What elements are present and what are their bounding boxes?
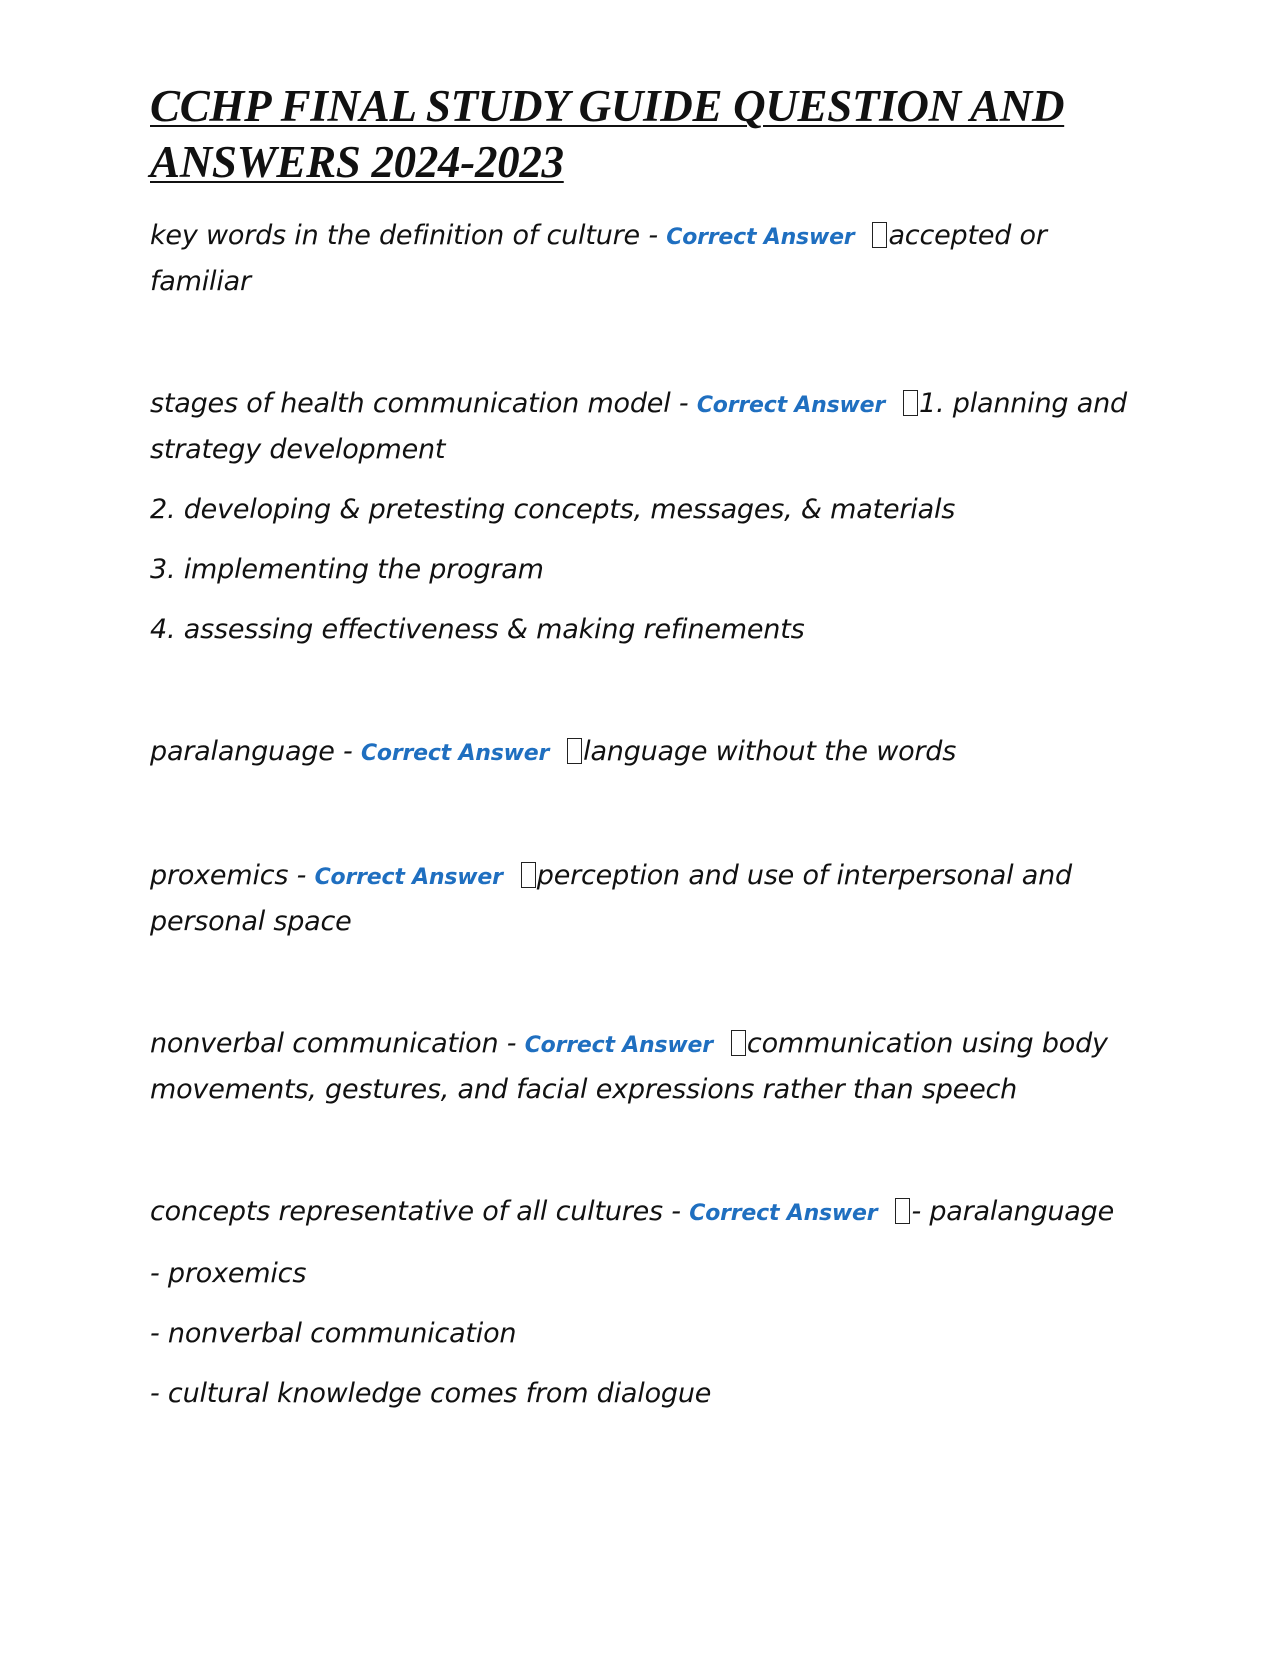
correct-answer-label: Correct Answer — [689, 1201, 878, 1226]
correct-answer-label: Correct Answer — [696, 393, 886, 418]
answer-text: perception and use of interpersonal and personal space — [150, 860, 1072, 937]
qa-entry — [150, 854, 1130, 944]
answer-continuation: - nonverbal communication — [150, 1318, 517, 1349]
correct-answer-label: Correct Answer — [314, 865, 503, 890]
answer-text: - paralanguage — [911, 1196, 1114, 1227]
missing-glyph-box-icon — [903, 390, 918, 416]
answer-continuation: - proxemics — [150, 1258, 307, 1289]
correct-answer-label: Correct Answer — [666, 225, 855, 250]
qa-line — [150, 214, 1130, 304]
missing-glyph-box-icon — [567, 738, 582, 764]
document-title: CCHP FINAL STUDY GUIDE QUESTION AND ANSWERS 2024-2023 — [150, 81, 1065, 187]
qa-line — [150, 382, 1130, 472]
qa-entry — [150, 1022, 1130, 1112]
qa-line — [150, 1190, 1130, 1236]
qa-entry — [150, 730, 1130, 776]
missing-glyph-box-icon — [895, 1198, 910, 1224]
qa-line — [150, 854, 1130, 944]
answer-continuation: 2. developing & pretesting concepts, messages, & materials — [150, 494, 956, 525]
correct-answer-label: Correct Answer — [360, 741, 550, 766]
missing-glyph-box-icon — [872, 222, 887, 248]
qa-entry — [150, 382, 1130, 652]
question-text: key words in the definition of culture - — [150, 220, 658, 251]
answer-text: 1. planning and strategy development — [150, 388, 1127, 465]
answer-continuation: 3. implementing the program — [150, 554, 544, 585]
answer-text: language without the words — [583, 736, 957, 767]
qa-line — [150, 730, 1130, 776]
answer-text: communication using body movements, gestures, and facial expressions rather than speech — [150, 1028, 1108, 1105]
missing-glyph-box-icon — [731, 1030, 746, 1056]
question-text: proxemics - — [150, 860, 307, 891]
answer-continuation: - cultural knowledge comes from dialogue — [150, 1378, 712, 1409]
correct-answer-label: Correct Answer — [524, 1033, 713, 1058]
missing-glyph-box-icon — [521, 862, 536, 888]
question-text: nonverbal communication - — [150, 1028, 517, 1059]
qa-entry — [150, 214, 1130, 304]
answer-continuation: 4. assessing effectiveness & making refinements — [150, 614, 805, 645]
document-page — [150, 78, 1130, 1416]
qa-entry — [150, 1190, 1130, 1416]
answer-text: accepted or familiar — [150, 220, 1047, 297]
question-text: paralanguage - — [150, 736, 353, 767]
qa-line — [150, 1022, 1130, 1112]
question-text: stages of health communication model - — [150, 388, 689, 419]
question-text: concepts representative of all cultures - — [150, 1196, 681, 1227]
